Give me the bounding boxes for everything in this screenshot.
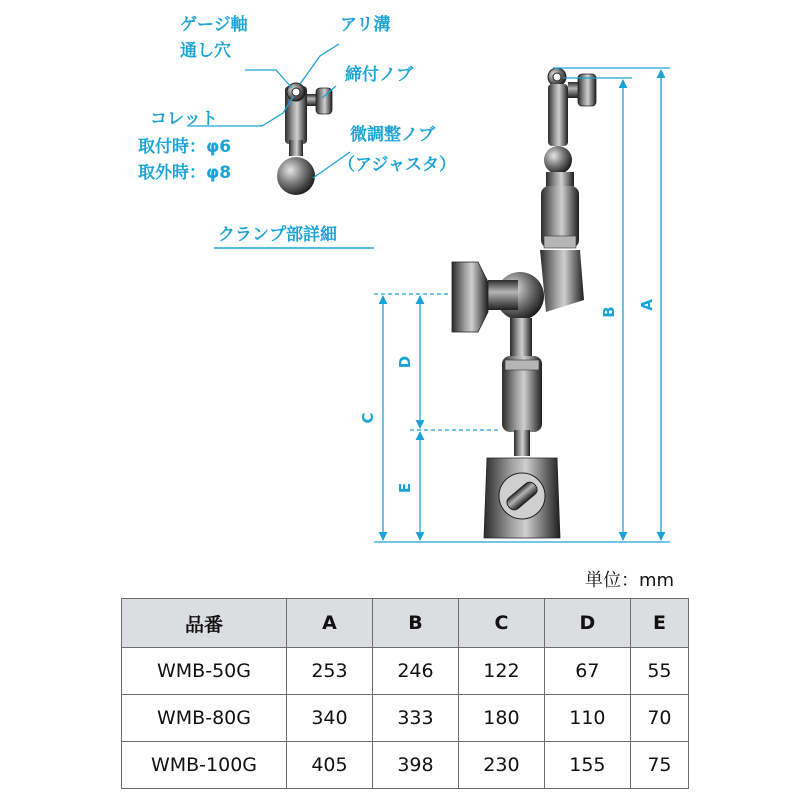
cell-model: WMB-100G <box>122 742 287 789</box>
callout-adjuster: （アジャスタ） <box>338 155 456 175</box>
clamp-detail-drawing <box>277 83 332 195</box>
magnetic-base-drawing <box>452 68 596 538</box>
table-row <box>122 695 689 742</box>
spec-table <box>121 598 689 789</box>
callout-gauge-shaft-hole-1: ゲージ軸 <box>180 15 248 35</box>
cell-c: 230 <box>458 742 544 789</box>
cell-a: 253 <box>287 648 373 695</box>
dim-label-d: D <box>396 355 414 369</box>
dim-label-b: B <box>600 306 618 318</box>
cell-e: 75 <box>630 742 688 789</box>
clamp-detail-title: クランプ部詳細 <box>218 225 337 245</box>
callout-collet: コレット <box>150 109 218 129</box>
dim-label-e: E <box>396 482 414 494</box>
table-row <box>122 648 689 695</box>
header-d: D <box>544 599 630 648</box>
cell-b: 333 <box>372 695 458 742</box>
cell-a: 405 <box>287 742 373 789</box>
cell-d: 155 <box>544 742 630 789</box>
cell-d: 110 <box>544 695 630 742</box>
header-c: C <box>458 599 544 648</box>
dim-label-a: A <box>638 299 656 311</box>
unit-label: 単位：mm <box>585 570 675 591</box>
cell-c: 122 <box>458 648 544 695</box>
cell-d: 67 <box>544 648 630 695</box>
header-b: B <box>372 599 458 648</box>
dim-label-c: C <box>359 412 377 424</box>
cell-b: 246 <box>372 648 458 695</box>
table-row <box>122 742 689 789</box>
header-a: A <box>287 599 373 648</box>
cell-model: WMB-50G <box>122 648 287 695</box>
callout-collet-mounted: 取付時：φ6 <box>138 137 232 157</box>
header-model: 品番 <box>122 599 287 648</box>
callout-fine-adjust-knob: 微調整ノブ <box>350 125 435 145</box>
cell-e: 70 <box>630 695 688 742</box>
cell-c: 180 <box>458 695 544 742</box>
cell-a: 340 <box>287 695 373 742</box>
callout-gauge-shaft-hole-2: 通し穴 <box>180 41 231 61</box>
callout-dovetail: アリ溝 <box>340 15 391 35</box>
callout-clamp-knob: 締付ノブ <box>345 65 413 85</box>
cell-model: WMB-80G <box>122 695 287 742</box>
callout-collet-removed: 取外時：φ8 <box>138 163 232 183</box>
cell-b: 398 <box>372 742 458 789</box>
cell-e: 55 <box>630 648 688 695</box>
header-e: E <box>630 599 688 648</box>
table-header-row <box>122 599 689 648</box>
